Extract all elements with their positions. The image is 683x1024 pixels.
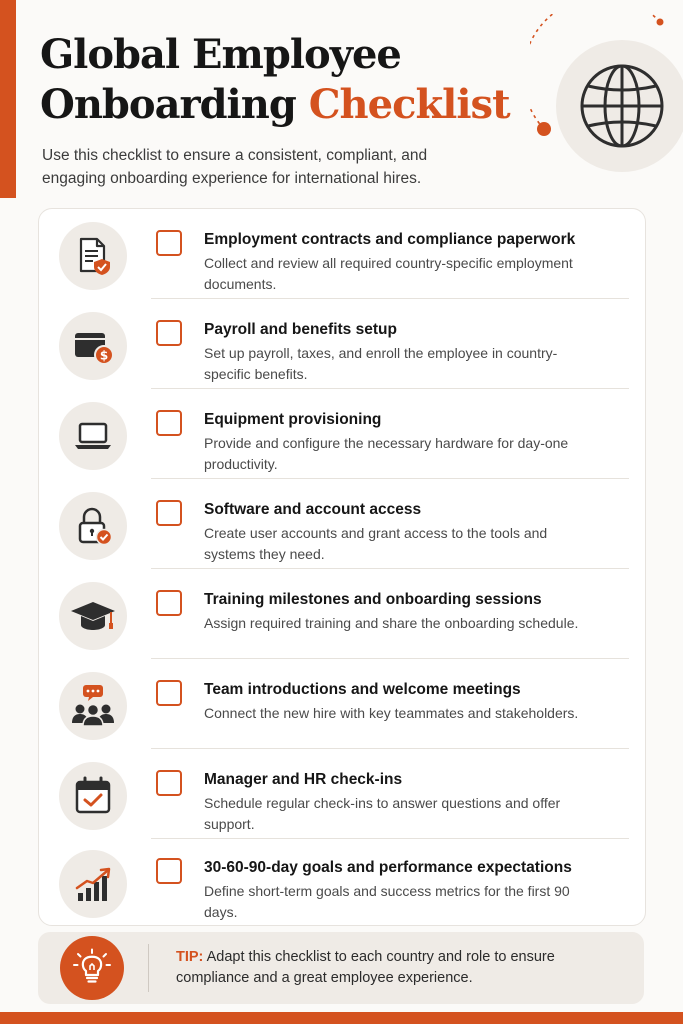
checklist-item — [39, 659, 645, 749]
checklist-card — [38, 208, 646, 926]
item-checkbox[interactable] — [156, 500, 182, 526]
item-checkbox[interactable] — [156, 858, 182, 884]
page-subtitle: Use this checklist to ensure a consistent, compliant, and engaging onboarding experience for international hires. — [42, 147, 428, 187]
page-title — [40, 30, 510, 130]
item-description: Schedule regular check-ins to answer questions and offer support. — [204, 795, 561, 832]
item-title: Training milestones and onboarding sessions — [204, 591, 542, 608]
item-title: 30-60-90-day goals and performance expectations — [204, 859, 572, 876]
tip-text — [176, 947, 626, 989]
laptop-icon — [59, 402, 127, 470]
item-description: Set up payroll, taxes, and enroll the employee in country-specific benefits. — [204, 345, 558, 382]
checklist-item — [39, 749, 645, 839]
item-checkbox[interactable] — [156, 680, 182, 706]
item-description: Assign required training and share the onboarding schedule. — [204, 615, 579, 631]
lightbulb-icon — [60, 936, 124, 1000]
item-title: Payroll and benefits setup — [204, 321, 397, 338]
checklist-item — [39, 209, 645, 299]
checklist-item — [39, 299, 645, 389]
padlock-check-icon — [59, 492, 127, 560]
item-title: Employment contracts and compliance paperwork — [204, 231, 576, 248]
title-line-1: Global Employee — [40, 31, 401, 78]
graduation-cap-icon — [59, 582, 127, 650]
calendar-check-icon — [59, 762, 127, 830]
item-description: Collect and review all required country-specific employment documents. — [204, 255, 573, 292]
tip-label: TIP: — [176, 949, 204, 965]
team-chat-icon — [59, 672, 127, 740]
item-description: Create user accounts and grant access to the tools and systems they need. — [204, 525, 548, 562]
item-checkbox[interactable] — [156, 410, 182, 436]
item-checkbox[interactable] — [156, 590, 182, 616]
bottom-accent-bar — [0, 1012, 683, 1024]
contract-shield-icon — [59, 222, 127, 290]
item-description: Connect the new hire with key teammates and stakeholders. — [204, 705, 579, 721]
svg-text:$: $ — [99, 348, 109, 363]
item-title: Software and account access — [204, 501, 422, 518]
tip-divider — [148, 944, 149, 992]
item-description: Define short-term goals and success metrics for the first 90 days. — [204, 883, 570, 920]
tip-body: Adapt this checklist to each country and role to ensure compliance and a great employee experience. — [176, 949, 555, 986]
growth-chart-icon — [59, 850, 127, 918]
item-title: Team introductions and welcome meetings — [204, 681, 521, 698]
checklist-item — [39, 479, 645, 569]
left-accent-bar — [0, 0, 16, 198]
title-line-2: Onboarding — [40, 81, 309, 128]
title-accent-word: Checklist — [308, 81, 510, 128]
item-checkbox[interactable] — [156, 320, 182, 346]
item-checkbox[interactable] — [156, 770, 182, 796]
checklist-item — [39, 837, 645, 927]
item-description: Provide and configure the necessary hardware for day-one productivity. — [204, 435, 569, 472]
globe-icon — [530, 14, 683, 184]
item-checkbox[interactable] — [156, 230, 182, 256]
tip-box — [38, 932, 644, 1004]
checklist-item — [39, 389, 645, 479]
item-title: Equipment provisioning — [204, 411, 382, 428]
item-title: Manager and HR check-ins — [204, 771, 403, 788]
wallet-dollar-icon — [59, 312, 127, 380]
checklist-item — [39, 569, 645, 659]
